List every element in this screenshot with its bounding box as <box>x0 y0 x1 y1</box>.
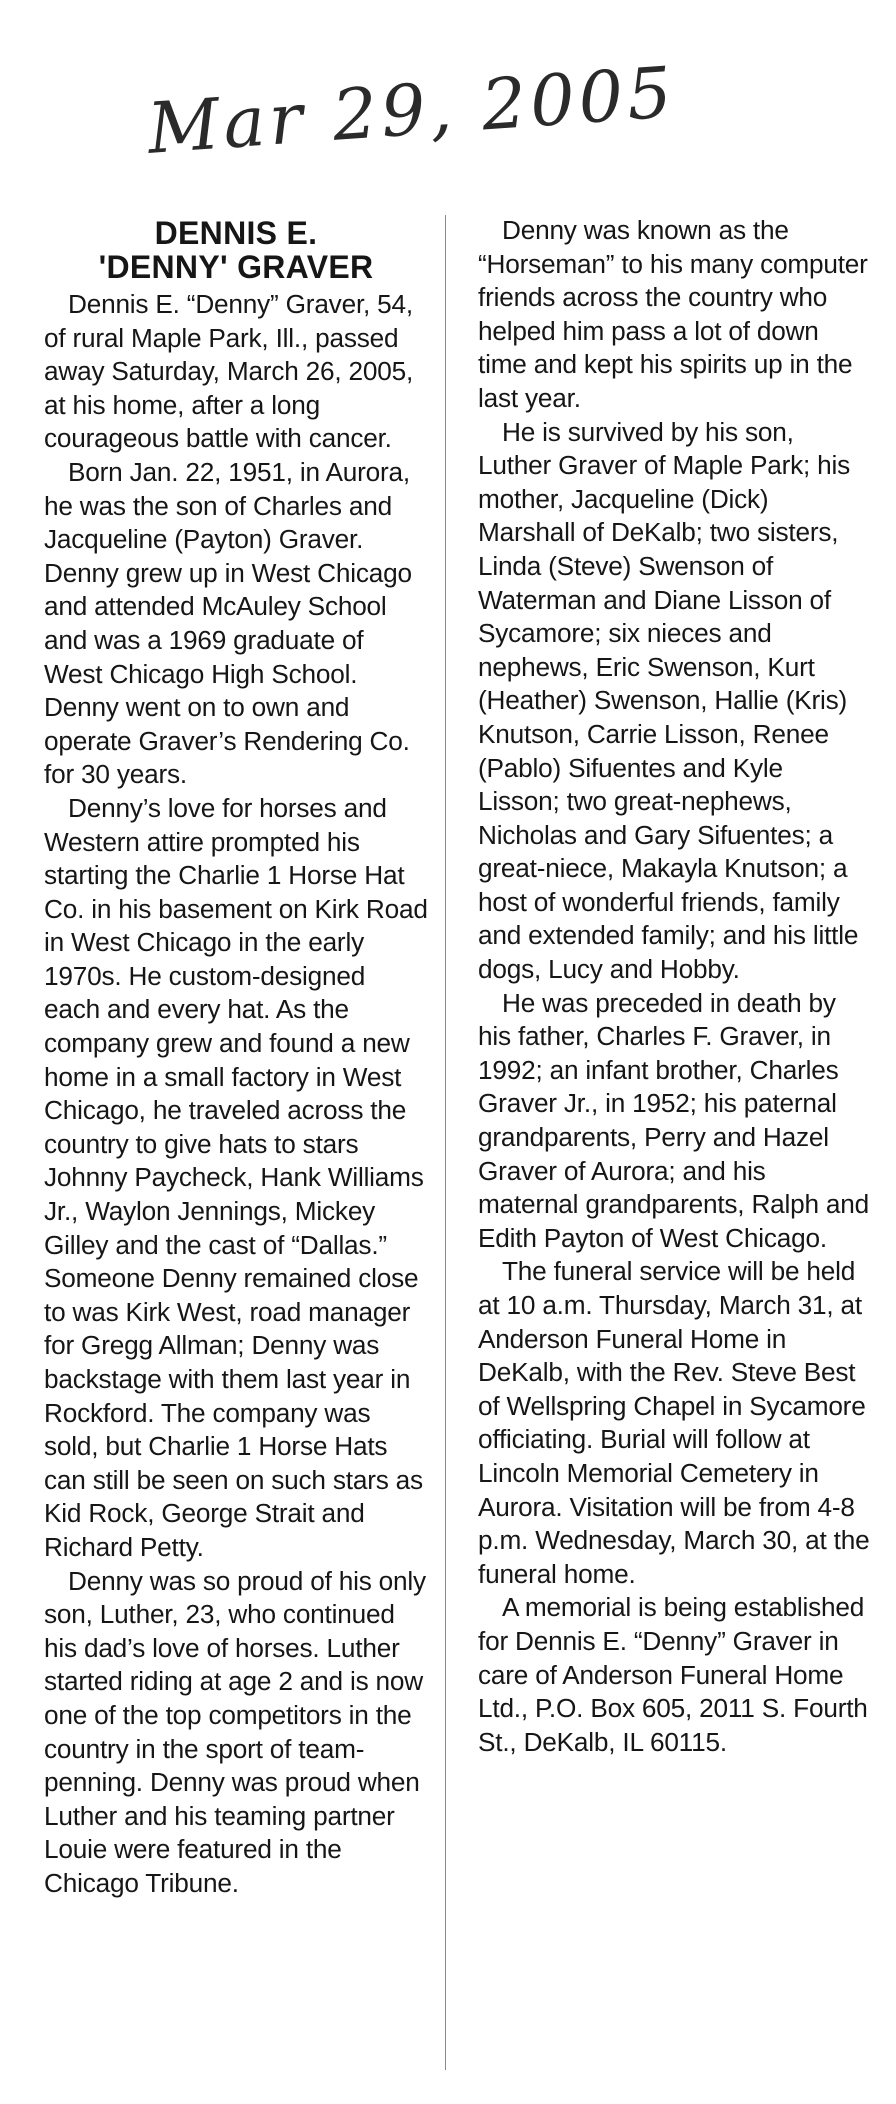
handwritten-date: Mar 29, 2005 <box>145 51 679 170</box>
print-noise <box>596 60 856 120</box>
paragraph: Denny was known as the “Horseman” to his many computer friends across the country who helped him pass a lot of down time and kept his spirits up in the last year. <box>478 215 868 413</box>
paragraph: Denny’s love for horses and Western attire prompted his starting the Charlie 1 Horse Hat Co. in his basement on Kirk Road in West Chicago in the early 1970s. He custom-designed each and every hat. As the company grew and found a new home in a small factory in West Chicago, he traveled across the country to give hats to stars Johnny Paycheck, Hank Williams Jr., Waylon Jennings, Mickey Gilley and the cast of “Dallas.” Someone Denny remained close to was Kirk West, road manager for Gregg Allman; Denny was backstage with them last year in Rockford. The company was sold, but Charlie 1 Horse Hats can still be seen on such stars as Kid Rock, George Strait and Richard Petty. <box>44 792 428 1562</box>
paragraph: A memorial is being established for Dennis E. “Denny” Graver in care of Anderson Funeral Home Ltd., P.O. Box 605, 2011 S. Fourth St., DeKalb, IL 60115. <box>478 1592 868 1757</box>
paragraph: He is survived by his son, Luther Graver of Maple Park; his mother, Jacqueline (Dick) Marshall of DeKalb; two sisters, Linda (Steve) Swenson of Waterman and Diane Lisson of Sycamore; six nieces and nephews, Eric Swenson, Kurt (Heather) Swenson, Hallie (Kris) Knutson, Carrie Lisson, Renee (Pablo) Sifuentes and Kyle Lisson; two great-nephews, Nicholas and Gary Sifuentes; a great-niece, Makayla Knutson; a host of wonderful friends, family and extended family; and his little dogs, Lucy and Hobby. <box>478 416 859 985</box>
paragraph: He was preceded in death by his father, Charles F. Graver, in 1992; an infant brother, Charles Graver Jr., in 1952; his paternal grandparents, Perry and Hazel Graver of Aurora; and his maternal grandparents, Ralph and Edith Payton of West Chicago. <box>478 987 870 1253</box>
obituary-headline <box>44 216 428 284</box>
paragraph: The funeral service will be held at 10 a.m. Thursday, March 31, at Anderson Funeral Home in DeKalb, with the Rev. Steve Best of Wellspring Chapel in Sycamore officiating. Burial will follow at Lincoln Memorial Cemetery in Aurora. Visitation will be from 4-8 p.m. Wednesday, March 30, at the funeral home. <box>478 1256 870 1589</box>
headline-line-2: 'DENNY' GRAVER <box>98 249 374 285</box>
paragraph: Dennis E. “Denny” Graver, 54, of rural Maple Park, Ill., passed away Saturday, March 26, 2005, at his home, after a long courageous battle with cancer. <box>44 289 414 454</box>
left-column <box>44 216 428 1901</box>
paragraph: Born Jan. 22, 1951, in Aurora, he was the son of Charles and Jacqueline (Payton) Graver. Denny grew up in West Chicago and attended McAuley School and was a 1969 graduate of West Chicago High School. Denny went on to own and operate Graver’s Rendering Co. for 30 years. <box>44 456 412 790</box>
column-divider <box>445 215 446 2070</box>
paragraph: Denny was so proud of his only son, Luther, 23, who continued his dad’s love of horses. Luther started riding at age 2 and is now one of the top competitors in the country in the sport of team-penning. Denny was proud when Luther and his teaming partner Louie were featured in the Chicago Tribune. <box>44 1565 426 1898</box>
right-column <box>478 214 870 1759</box>
headline-line-1: DENNIS E. <box>154 215 318 251</box>
